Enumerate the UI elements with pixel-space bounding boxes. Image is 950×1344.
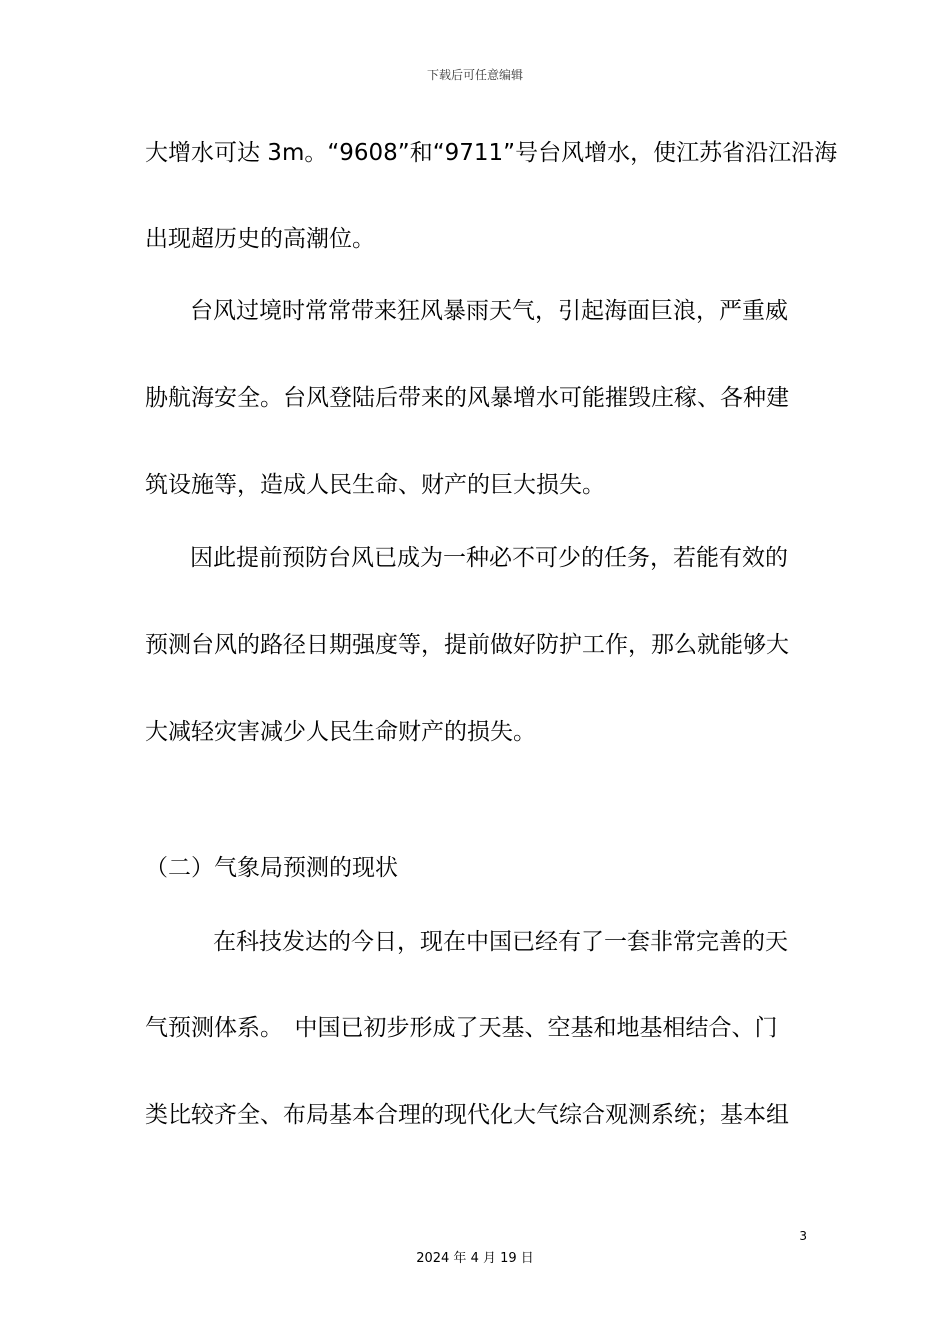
page-number: 3 bbox=[799, 1229, 807, 1243]
text-line: 台风过境时常常带来狂风暴雨天气，引起海面巨浪，严重威 bbox=[190, 298, 788, 324]
text-line: 预测台风的路径日期强度等，提前做好防护工作，那么就能够大 bbox=[145, 632, 789, 658]
text-line: 气预测体系。 中国已初步形成了天基、空基和地基相结合、门 bbox=[145, 1015, 778, 1041]
text-line: 胁航海安全。台风登陆后带来的风暴增水可能摧毁庄稼、各种建 bbox=[145, 385, 789, 411]
text-line: 因此提前预防台风已成为一种必不可少的任务，若能有效的 bbox=[190, 545, 788, 571]
text-line: 类比较齐全、布局基本合理的现代化大气综合观测系统；基本组 bbox=[145, 1102, 789, 1128]
text-line: 出现超历史的高潮位。 bbox=[145, 226, 375, 252]
header-note: 下载后可任意编辑 bbox=[426, 68, 523, 82]
section-heading: （二）气象局预测的现状 bbox=[145, 855, 398, 881]
text-line: 大增水可达 3m。“9608”和“9711”号台风增水，使江苏省沿江沿海 bbox=[145, 140, 838, 166]
text-line: 大减轻灾害减少人民生命财产的损失。 bbox=[145, 719, 536, 745]
footer-date: 2024 年 4 月 19 日 bbox=[416, 1251, 534, 1266]
text-line: 在科技发达的今日，现在中国已经有了一套非常完善的天 bbox=[213, 929, 788, 955]
text-line: 筑设施等，造成人民生命、财产的巨大损失。 bbox=[145, 472, 605, 498]
